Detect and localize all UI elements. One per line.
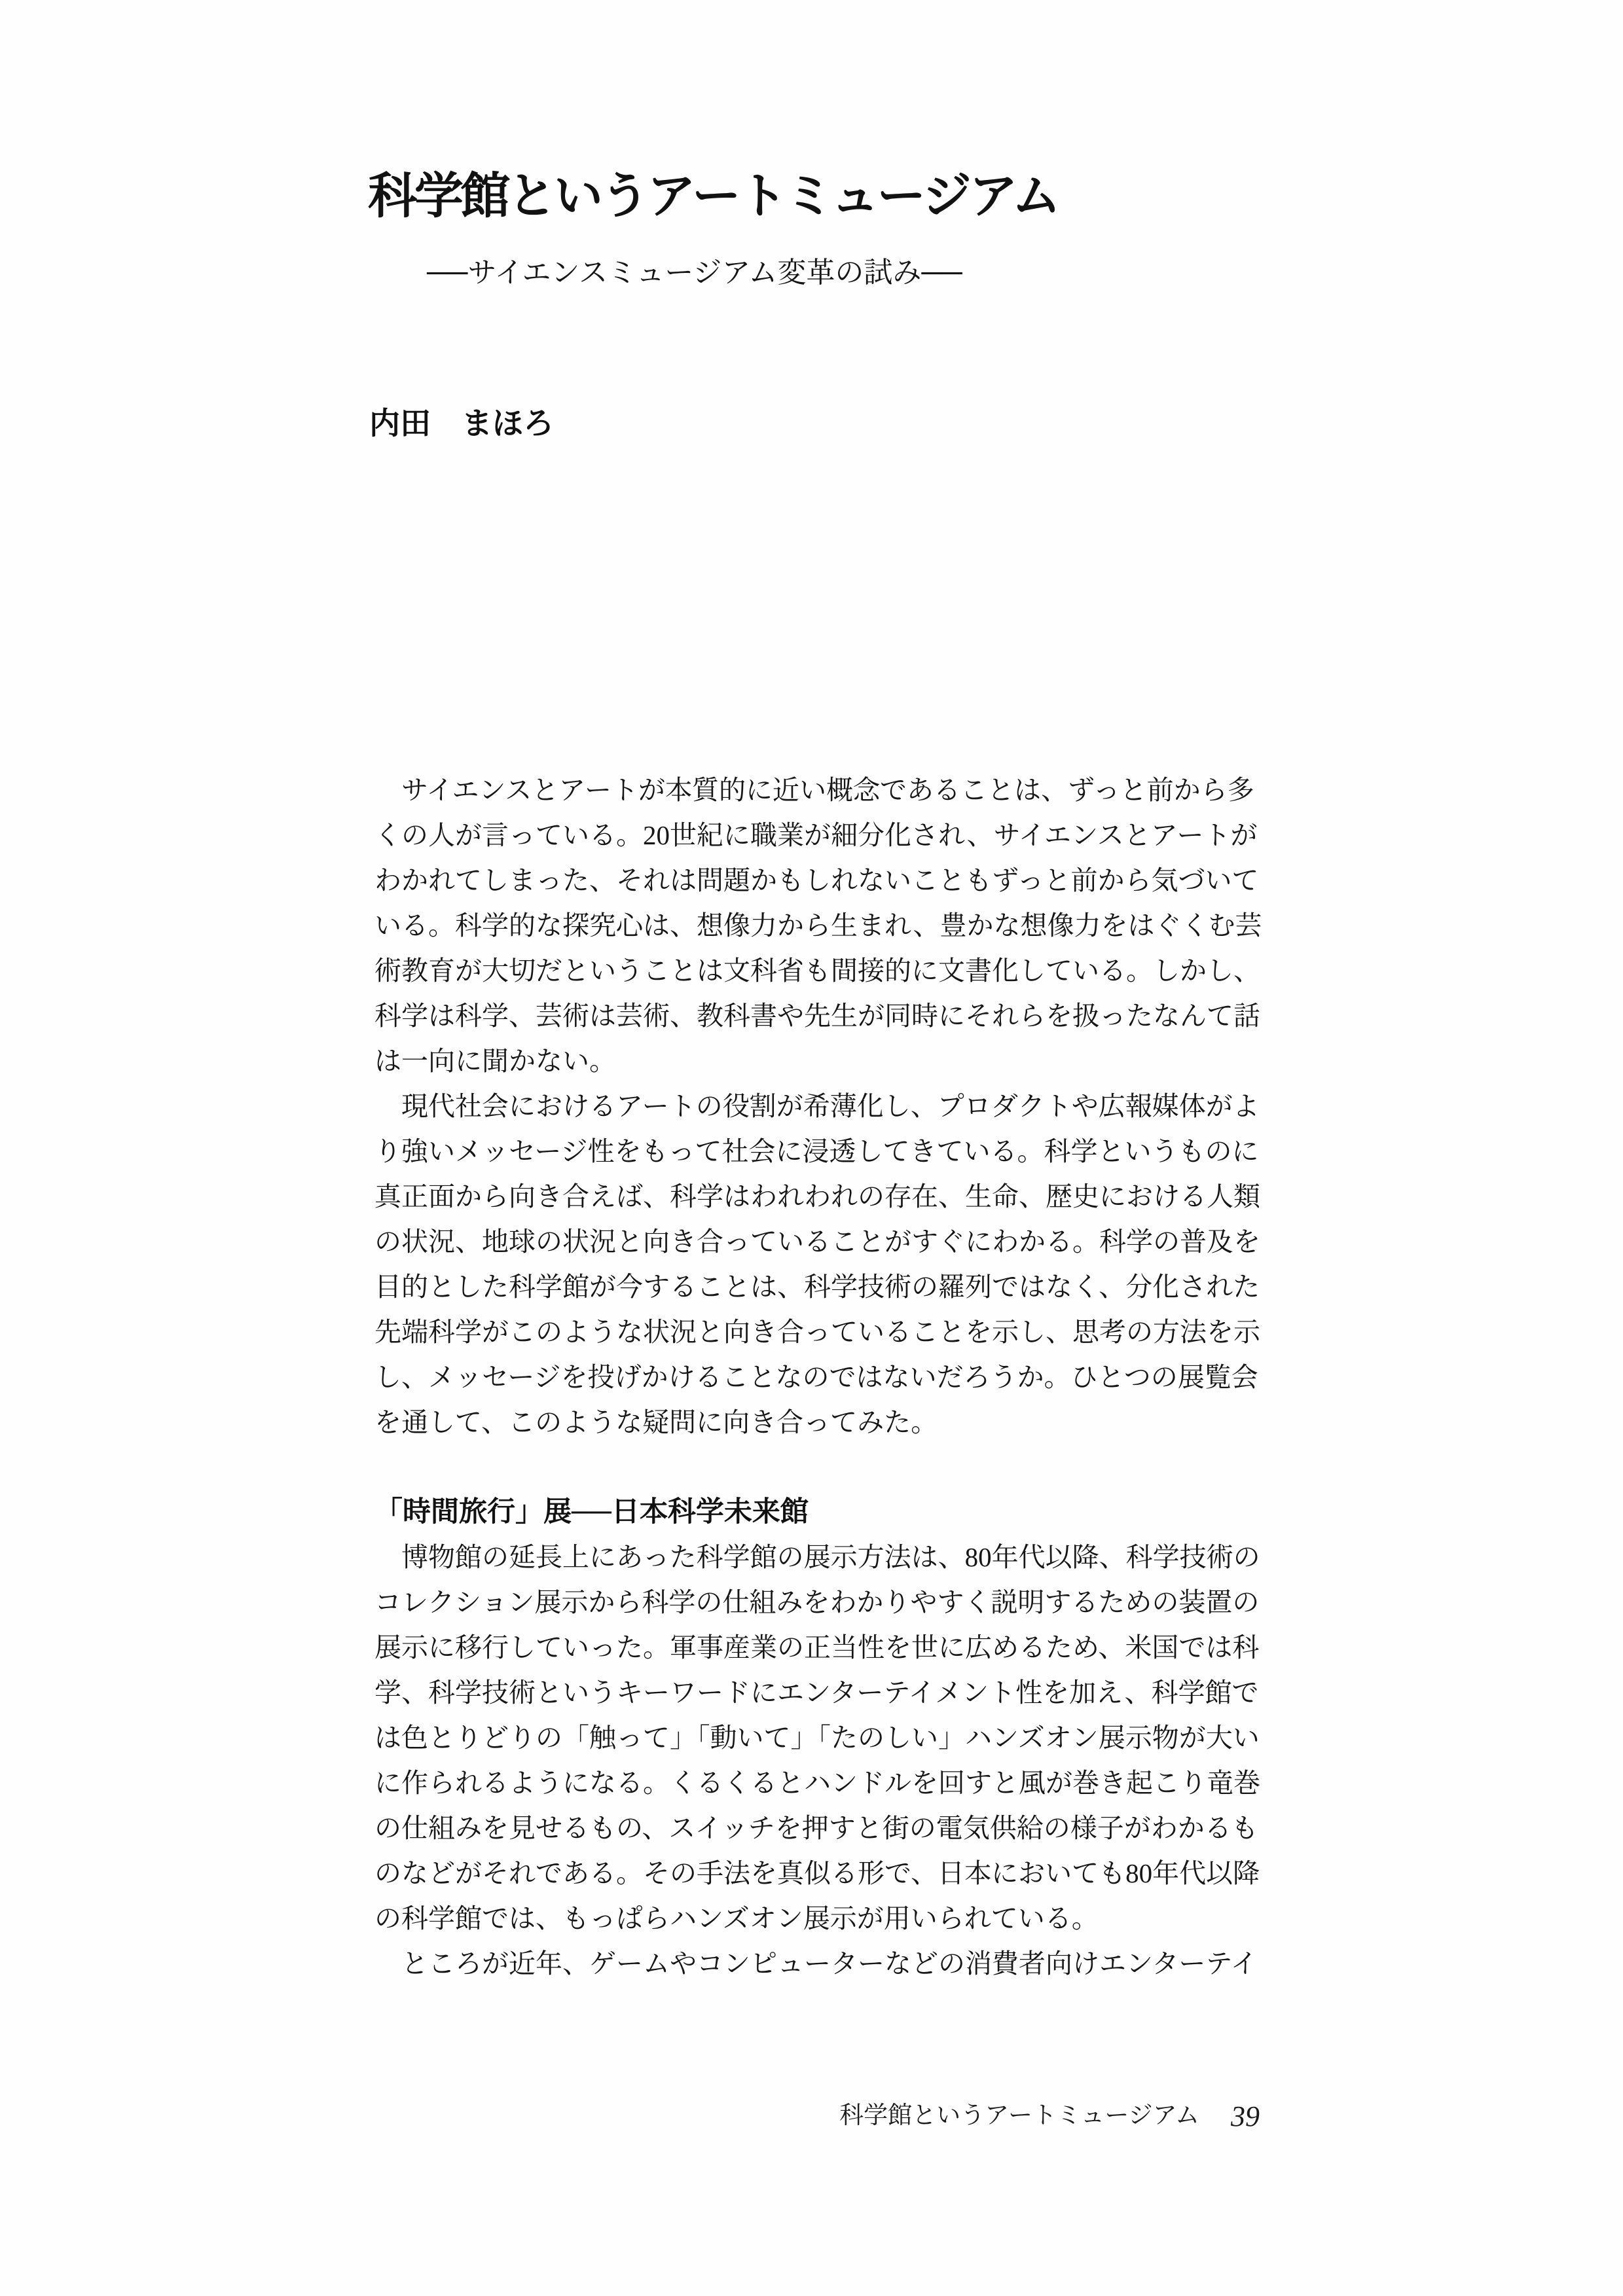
text-line: は色とりどりの「触って」「動いて」「たのしい」ハンズオン展示物が大い xyxy=(374,1723,1260,1753)
text-line: に作られるようになる。くるくるとハンドルを回すと風が巻き起こり竜巻 xyxy=(374,1768,1260,1798)
article-body xyxy=(374,768,1271,1986)
paragraph-modern-society xyxy=(374,1084,1271,1445)
text-line: 展示に移行していった。軍事産業の正当性を世に広めるため、米国では科 xyxy=(374,1632,1260,1662)
text-line: 現代社会におけるアートの役割が希薄化し、プロダクトや広報媒体がよ xyxy=(374,1091,1260,1121)
running-title: 科学館というアートミュージアム xyxy=(839,2102,1199,2129)
text-line: 学、科学技術というキーワードにエンターテイメント性を加え、科学館で xyxy=(374,1677,1259,1708)
text-line: の状況、地球の状況と向き合っていることがすぐにわかる。科学の普及を xyxy=(374,1227,1260,1257)
text-line: の仕組みを見せるもの、スイッチを押すと街の電気供給の様子がわかるも xyxy=(374,1813,1258,1843)
text-line: 科学は科学、芸術は芸術、教科書や先生が同時にそれらを扱ったなんて話 xyxy=(374,1001,1260,1031)
text-line: 真正面から向き合えば、科学はわれわれの存在、生命、歴史における人類 xyxy=(374,1181,1260,1211)
page-number: 39 xyxy=(1231,2100,1260,2132)
paragraph-intro-science-art xyxy=(374,768,1271,1084)
text-line: くの人が言っている。20世紀に職業が細分化され、サイエンスとアートが xyxy=(374,820,1258,850)
text-line: り強いメッセージ性をもって社会に浸透してきている。科学というものに xyxy=(374,1136,1259,1166)
article-subtitle: ──サイエンスミュージアム変革の試み── xyxy=(427,257,962,289)
article-title: 科学館というアートミュージアム xyxy=(368,170,1059,224)
text-line: 術教育が大切だということは文科省も間接的に文書化している。しかし、 xyxy=(374,956,1260,986)
text-line: ところが近年、ゲームやコンピューターなどの消費者向けエンターテイ xyxy=(374,1948,1258,1979)
text-line: いる。科学的な探究心は、想像力から生まれ、豊かな想像力をはぐくむ芸 xyxy=(374,910,1262,941)
paragraph-recent-games xyxy=(374,1941,1271,1986)
text-line: 目的とした科学館が今することは、科学技術の羅列ではなく、分化された xyxy=(374,1272,1260,1302)
text-line: コレクション展示から科学の仕組みをわかりやすく説明するための装置の xyxy=(374,1587,1260,1617)
text-line: を通して、このような疑問に向き合ってみた。 xyxy=(374,1407,938,1437)
text-line: のなどがそれである。その手法を真似る形で、日本においても80年代以降 xyxy=(374,1858,1260,1888)
text-line: の科学館では、もっぱらハンズオン展示が用いられている。 xyxy=(374,1903,1099,1933)
author-name: 内田 まほろ xyxy=(369,406,554,440)
text-line: は一向に聞かない。 xyxy=(374,1046,616,1076)
page-footer xyxy=(374,2067,1260,2159)
text-line: 博物館の延長上にあった科学館の展示方法は、80年代以降、科学技術の xyxy=(374,1542,1260,1572)
text-line: サイエンスとアートが本質的に近い概念であることは、ずっと前から多 xyxy=(374,775,1254,805)
text-line: し、メッセージを投げかけることなのではないだろうか。ひとつの展覧会 xyxy=(374,1362,1258,1392)
text-line: わかれてしまった、それは問題かもしれないこともずっと前から気づいて xyxy=(374,865,1259,895)
section-heading: 「時間旅行」展──日本科学未来館 xyxy=(374,1496,809,1528)
text-line: 先端科学がこのような状況と向き合っていることを示し、思考の方法を示 xyxy=(374,1317,1260,1347)
paragraph-museum-history xyxy=(374,1535,1271,1941)
